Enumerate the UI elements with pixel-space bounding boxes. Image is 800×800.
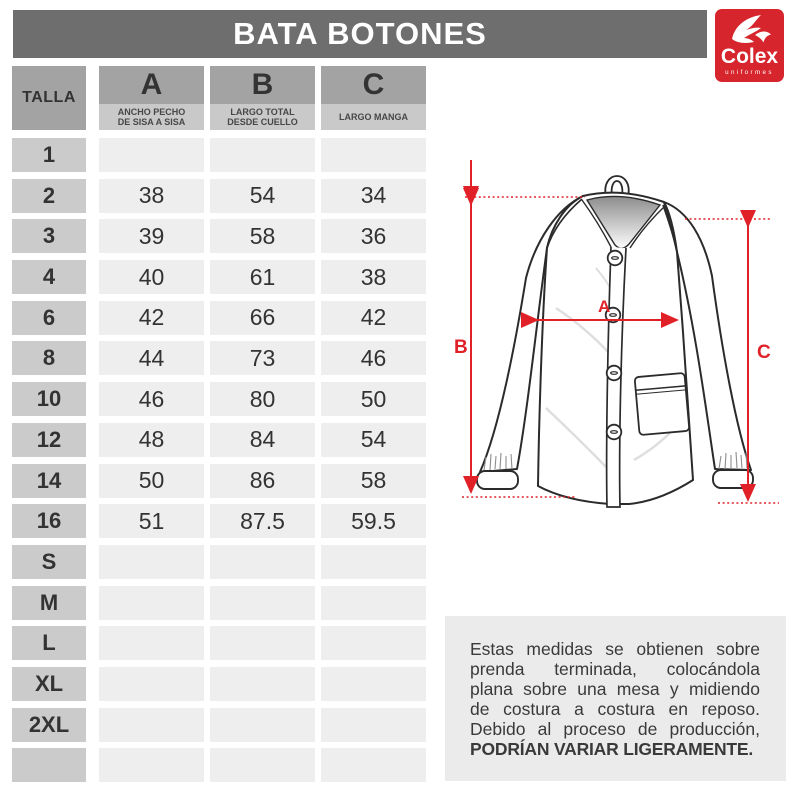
measure-cell-a: 48	[99, 423, 204, 457]
note-line: Debido al proceso de producción,	[470, 719, 760, 739]
title-bar	[13, 10, 707, 58]
table-row	[12, 708, 432, 742]
column-description-a: ANCHO PECHO DE SISA A SISA	[99, 104, 204, 130]
table-row	[12, 138, 432, 172]
measure-cell-a: 50	[99, 464, 204, 498]
bird-wing-icon	[728, 14, 772, 48]
measure-cell-a	[99, 708, 204, 742]
size-label-cell: 2	[12, 179, 86, 213]
column-description-b: LARGO TOTAL DESDE CUELLO	[210, 104, 315, 130]
measure-cell-b: 87.5	[210, 504, 315, 538]
size-label-cell: 16	[12, 504, 86, 538]
size-label-cell: S	[12, 545, 86, 579]
size-label-cell: 10	[12, 382, 86, 416]
measure-cell-c	[321, 708, 426, 742]
measure-cell-b	[210, 586, 315, 620]
page-title: BATA BOTONES	[233, 16, 487, 51]
measure-cell-a: 39	[99, 219, 204, 253]
measure-cell-a	[99, 545, 204, 579]
column-header-a	[99, 66, 204, 130]
logo-tagline: uniformes	[725, 69, 774, 76]
measure-cell-c	[321, 545, 426, 579]
table-row	[12, 341, 432, 375]
measurement-note	[445, 616, 786, 781]
label-a: A	[598, 297, 611, 316]
table-row	[12, 464, 432, 498]
table-row	[12, 545, 432, 579]
note-line: Estas medidas se obtienen sobre	[470, 639, 760, 659]
table-row	[12, 586, 432, 620]
logo-brand-text: Colex	[720, 45, 779, 68]
measure-cell-b: 73	[210, 341, 315, 375]
measure-cell-c	[321, 667, 426, 701]
note-line: prenda terminada, colocándola	[470, 659, 760, 679]
label-c: C	[757, 342, 771, 363]
measure-cell-b	[210, 667, 315, 701]
table-row	[12, 382, 432, 416]
size-label-cell: 8	[12, 341, 86, 375]
measure-cell-a: 38	[99, 179, 204, 213]
table-row	[12, 301, 432, 335]
measure-cell-c: 38	[321, 260, 426, 294]
measure-cell-b: 84	[210, 423, 315, 457]
size-label-cell: 3	[12, 219, 86, 253]
table-row	[12, 219, 432, 253]
measure-cell-c	[321, 748, 426, 782]
table-row	[12, 179, 432, 213]
measure-cell-b	[210, 138, 315, 172]
colex-logo	[715, 9, 784, 82]
table-header-row	[12, 66, 432, 130]
pocket	[635, 373, 690, 435]
size-label-cell: M	[12, 586, 86, 620]
column-header-c	[321, 66, 426, 130]
measure-cell-c	[321, 586, 426, 620]
measure-cell-c: 54	[321, 423, 426, 457]
measure-cell-c	[321, 138, 426, 172]
size-label-cell: L	[12, 626, 86, 660]
size-label-cell: 1	[12, 138, 86, 172]
size-label-cell: 2XL	[12, 708, 86, 742]
size-label-cell: 6	[12, 301, 86, 335]
measure-cell-b: 58	[210, 219, 315, 253]
measure-cell-b: 66	[210, 301, 315, 335]
note-line: de costura a costura en reposo.	[470, 699, 760, 719]
measure-cell-b: 54	[210, 179, 315, 213]
column-letter-b: B	[210, 66, 315, 104]
table-row	[12, 748, 432, 782]
left-cuff	[477, 471, 518, 489]
size-label-cell: 14	[12, 464, 86, 498]
measure-cell-a: 42	[99, 301, 204, 335]
table-row	[12, 626, 432, 660]
note-emphasis: PODRÍAN VARIAR LIGERAMENTE.	[470, 739, 754, 759]
size-label-cell: XL	[12, 667, 86, 701]
measure-cell-b	[210, 748, 315, 782]
measure-cell-c: 58	[321, 464, 426, 498]
measure-cell-b	[210, 545, 315, 579]
measure-cell-c: 34	[321, 179, 426, 213]
label-b: B	[454, 337, 468, 358]
table-row	[12, 423, 432, 457]
measure-cell-c	[321, 626, 426, 660]
measure-cell-b	[210, 626, 315, 660]
measure-cell-a	[99, 667, 204, 701]
column-letter-c: C	[321, 66, 426, 104]
measure-cell-c: 50	[321, 382, 426, 416]
measure-cell-a: 44	[99, 341, 204, 375]
table-row	[12, 667, 432, 701]
garment-diagram	[448, 160, 788, 525]
table-row	[12, 260, 432, 294]
measure-cell-c: 42	[321, 301, 426, 335]
measure-cell-c: 36	[321, 219, 426, 253]
note-line: plana sobre una mesa y midiendo	[470, 679, 760, 699]
size-column-header: TALLA	[12, 66, 86, 130]
size-label-cell: 4	[12, 260, 86, 294]
measure-cell-a	[99, 586, 204, 620]
table-row	[12, 504, 432, 538]
measure-cell-b: 61	[210, 260, 315, 294]
measure-cell-b: 86	[210, 464, 315, 498]
column-description-c: LARGO MANGA	[321, 104, 426, 130]
measure-cell-c: 59.5	[321, 504, 426, 538]
measure-cell-b	[210, 708, 315, 742]
size-label-cell: 12	[12, 423, 86, 457]
size-table	[12, 66, 432, 782]
measure-cell-a: 51	[99, 504, 204, 538]
measure-cell-a	[99, 748, 204, 782]
measure-cell-a: 40	[99, 260, 204, 294]
column-letter-a: A	[99, 66, 204, 104]
measure-cell-a	[99, 138, 204, 172]
size-label-cell	[12, 748, 86, 782]
column-header-b	[210, 66, 315, 130]
measure-cell-c: 46	[321, 341, 426, 375]
measure-cell-a: 46	[99, 382, 204, 416]
measure-cell-b: 80	[210, 382, 315, 416]
measure-cell-a	[99, 626, 204, 660]
